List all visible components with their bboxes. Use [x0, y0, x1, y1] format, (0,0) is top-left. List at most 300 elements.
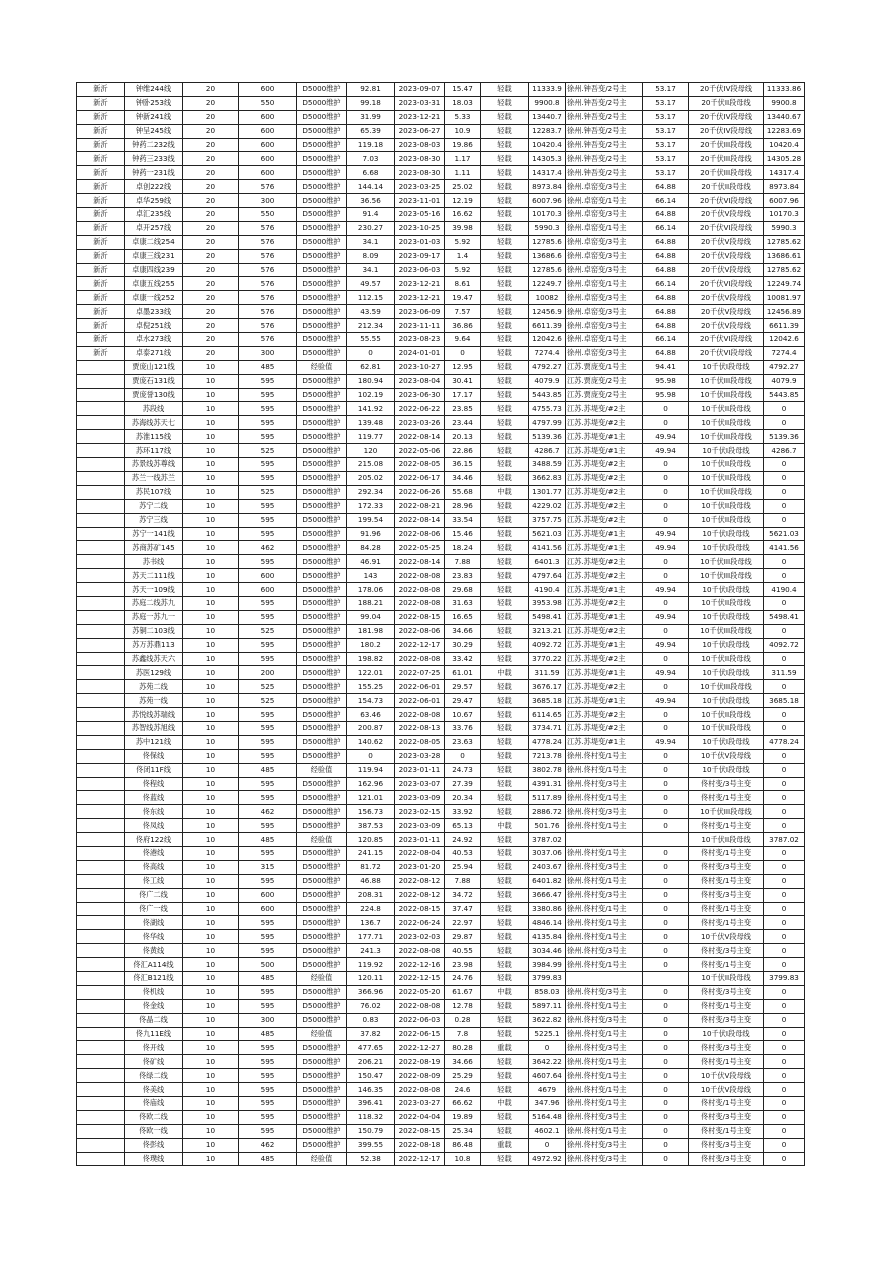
cell-transformer: 江苏.苏堤变/#2主: [566, 499, 643, 513]
cell-load-rate: 10.8: [445, 1152, 481, 1166]
cell-transformer-rate: [643, 833, 689, 847]
cell-bus: 10千伏I段母线: [689, 763, 764, 777]
cell-bus: 10千伏II段母线: [689, 499, 764, 513]
cell-load-rate: 61.01: [445, 666, 481, 680]
cell-capacity: 595: [239, 735, 297, 749]
cell-capacity: 485: [239, 1027, 297, 1041]
cell-date: 2022-06-26: [395, 485, 445, 499]
cell-capacity: 595: [239, 985, 297, 999]
cell-region: [77, 791, 125, 805]
table-row: [77, 902, 805, 916]
cell-line-name: 卓泰271线: [125, 346, 183, 360]
cell-transformer-rate: 0: [643, 930, 689, 944]
cell-voltage: 10: [183, 471, 239, 485]
cell-load-status: 轻载: [481, 791, 529, 805]
cell-remaining: 4607.64: [529, 1069, 566, 1083]
cell-load-rate: 7.88: [445, 874, 481, 888]
cell-capacity: 595: [239, 1055, 297, 1069]
cell-bus: 10千伏I段母线: [689, 541, 764, 555]
cell-line-name: 卓康二线254: [125, 235, 183, 249]
cell-transformer: 徐州.佟村变/1号主: [566, 874, 643, 888]
cell-load-status: 轻载: [481, 916, 529, 930]
cell-load: 91.4: [347, 208, 395, 222]
cell-capacity: 595: [239, 777, 297, 791]
cell-load-status: 中载: [481, 985, 529, 999]
cell-line-name: 佟华线: [125, 930, 183, 944]
cell-load: 230.27: [347, 221, 395, 235]
cell-load-rate: 31.63: [445, 596, 481, 610]
cell-transformer-rate: 0: [643, 916, 689, 930]
cell-source: D5000维护: [297, 249, 347, 263]
cell-load: 119.94: [347, 763, 395, 777]
cell-source: D5000维护: [297, 499, 347, 513]
cell-available: 12456.89: [764, 305, 805, 319]
cell-load-rate: 10.9: [445, 124, 481, 138]
cell-bus: 10千伏I段母线: [689, 444, 764, 458]
cell-available: 0: [764, 596, 805, 610]
cell-transformer-rate: 0: [643, 819, 689, 833]
cell-transformer-rate: 64.88: [643, 208, 689, 222]
cell-transformer-rate: 66.14: [643, 221, 689, 235]
cell-source: D5000维护: [297, 430, 347, 444]
cell-load-status: 轻载: [481, 680, 529, 694]
cell-load: 156.73: [347, 805, 395, 819]
cell-transformer-rate: 64.88: [643, 235, 689, 249]
cell-load-status: 轻载: [481, 721, 529, 735]
cell-load-rate: 33.92: [445, 805, 481, 819]
cell-transformer-rate: 0: [643, 1027, 689, 1041]
cell-load: 76.02: [347, 999, 395, 1013]
cell-transformer: 徐州.佟村变/1号主: [566, 1055, 643, 1069]
cell-bus: 佟村变/1号主变: [689, 1097, 764, 1111]
cell-voltage: 20: [183, 235, 239, 249]
cell-load-rate: 34.72: [445, 888, 481, 902]
cell-available: 10170.3: [764, 208, 805, 222]
cell-load-rate: 1.17: [445, 152, 481, 166]
cell-load-rate: 17.17: [445, 388, 481, 402]
cell-remaining: 5164.48: [529, 1110, 566, 1124]
cell-available: 14305.28: [764, 152, 805, 166]
table-row: [77, 694, 805, 708]
cell-source: D5000维护: [297, 944, 347, 958]
cell-load-status: 轻载: [481, 596, 529, 610]
cell-capacity: 576: [239, 305, 297, 319]
cell-remaining: 3213.21: [529, 624, 566, 638]
cell-transformer: 徐州.佟村变/3号主: [566, 1152, 643, 1166]
cell-load-status: 轻载: [481, 527, 529, 541]
cell-capacity: 595: [239, 874, 297, 888]
cell-line-name: 佟机线: [125, 985, 183, 999]
cell-source: D5000维护: [297, 444, 347, 458]
table-row: [77, 805, 805, 819]
cell-transformer-rate: 0: [643, 499, 689, 513]
cell-voltage: 10: [183, 360, 239, 374]
cell-transformer: 徐州.佟村变/1号主: [566, 1097, 643, 1111]
cell-remaining: 9900.8: [529, 96, 566, 110]
cell-voltage: 10: [183, 721, 239, 735]
cell-region: 新沂: [77, 305, 125, 319]
cell-date: 2022-08-08: [395, 652, 445, 666]
cell-transformer: 徐州.卓窑变/3号主: [566, 263, 643, 277]
table-row: [77, 916, 805, 930]
cell-load-rate: 33.54: [445, 513, 481, 527]
cell-date: 2023-11-01: [395, 194, 445, 208]
cell-capacity: 485: [239, 833, 297, 847]
cell-remaining: 7213.78: [529, 749, 566, 763]
cell-region: [77, 735, 125, 749]
cell-date: 2022-08-08: [395, 596, 445, 610]
cell-available: 0: [764, 860, 805, 874]
table-row: [77, 319, 805, 333]
cell-load: 112.15: [347, 291, 395, 305]
table-row: [77, 888, 805, 902]
cell-region: 新沂: [77, 180, 125, 194]
cell-line-name: 佟庙线: [125, 1097, 183, 1111]
cell-date: 2023-12-21: [395, 277, 445, 291]
cell-bus: 佟村变/1号主变: [689, 1124, 764, 1138]
cell-load-status: 轻载: [481, 124, 529, 138]
cell-region: [77, 1083, 125, 1097]
cell-transformer: 徐州.佟村变/1号主: [566, 819, 643, 833]
cell-region: 新沂: [77, 263, 125, 277]
cell-available: 0: [764, 1027, 805, 1041]
cell-load-status: 轻载: [481, 152, 529, 166]
cell-load-status: 轻载: [481, 902, 529, 916]
cell-date: 2023-06-09: [395, 305, 445, 319]
cell-available: 12785.62: [764, 235, 805, 249]
cell-bus: 10千伏II段母线: [689, 513, 764, 527]
cell-load: 34.1: [347, 263, 395, 277]
cell-load: 162.96: [347, 777, 395, 791]
cell-transformer: 徐州.钟吾变/2号主: [566, 152, 643, 166]
cell-load: 215.08: [347, 458, 395, 472]
cell-available: 7274.4: [764, 346, 805, 360]
cell-date: 2023-12-21: [395, 110, 445, 124]
table-row: [77, 791, 805, 805]
cell-voltage: 10: [183, 680, 239, 694]
cell-load-rate: 22.86: [445, 444, 481, 458]
cell-source: D5000维护: [297, 485, 347, 499]
cell-transformer-rate: 0: [643, 1110, 689, 1124]
cell-capacity: 595: [239, 596, 297, 610]
cell-voltage: 10: [183, 930, 239, 944]
cell-bus: 佟村变/3号主变: [689, 888, 764, 902]
cell-transformer: 江苏.苏堤变/#2主: [566, 624, 643, 638]
cell-available: 0: [764, 652, 805, 666]
cell-load-rate: 24.6: [445, 1083, 481, 1097]
cell-capacity: 525: [239, 485, 297, 499]
cell-remaining: 3685.18: [529, 694, 566, 708]
cell-capacity: 595: [239, 499, 297, 513]
cell-source: D5000维护: [297, 166, 347, 180]
cell-date: 2022-06-01: [395, 680, 445, 694]
table-row: [77, 610, 805, 624]
cell-source: D5000维护: [297, 1124, 347, 1138]
cell-bus: 10千伏III段母线: [689, 555, 764, 569]
cell-load-rate: 25.29: [445, 1069, 481, 1083]
cell-transformer-rate: 95.98: [643, 388, 689, 402]
cell-remaining: 4797.64: [529, 569, 566, 583]
table-row: [77, 333, 805, 347]
cell-voltage: 10: [183, 805, 239, 819]
cell-remaining: 5117.89: [529, 791, 566, 805]
cell-date: 2023-09-07: [395, 83, 445, 97]
cell-remaining: 858.03: [529, 985, 566, 999]
cell-transformer-rate: 0: [643, 680, 689, 694]
cell-date: 2023-02-03: [395, 930, 445, 944]
cell-voltage: 10: [183, 694, 239, 708]
cell-load: 43.59: [347, 305, 395, 319]
cell-date: 2022-05-20: [395, 985, 445, 999]
cell-load: 205.02: [347, 471, 395, 485]
cell-available: 0: [764, 1152, 805, 1166]
cell-capacity: 200: [239, 666, 297, 680]
cell-voltage: 10: [183, 972, 239, 986]
cell-load: 65.39: [347, 124, 395, 138]
cell-date: 2022-12-17: [395, 638, 445, 652]
table-row: [77, 402, 805, 416]
cell-transformer: 徐州.卓窑变/3号主: [566, 346, 643, 360]
cell-available: 0: [764, 916, 805, 930]
cell-available: 5139.36: [764, 430, 805, 444]
cell-region: [77, 944, 125, 958]
cell-voltage: 10: [183, 735, 239, 749]
cell-voltage: 10: [183, 1138, 239, 1152]
cell-line-name: 钟新241线: [125, 110, 183, 124]
cell-voltage: 20: [183, 291, 239, 305]
cell-voltage: 10: [183, 569, 239, 583]
cell-region: 新沂: [77, 235, 125, 249]
cell-remaining: 3787.02: [529, 833, 566, 847]
cell-remaining: 501.76: [529, 819, 566, 833]
cell-date: 2022-08-09: [395, 1069, 445, 1083]
cell-source: D5000维护: [297, 888, 347, 902]
table-row: [77, 96, 805, 110]
cell-date: 2022-08-13: [395, 721, 445, 735]
table-row: [77, 277, 805, 291]
cell-line-name: 苏书线: [125, 555, 183, 569]
cell-voltage: 20: [183, 319, 239, 333]
cell-available: 4792.27: [764, 360, 805, 374]
cell-transformer: 徐州.佟村变/1号主: [566, 1027, 643, 1041]
cell-date: 2023-09-17: [395, 249, 445, 263]
cell-line-name: 苏智线苏旭线: [125, 721, 183, 735]
cell-source: D5000维护: [297, 458, 347, 472]
cell-line-name: 钟药三233线: [125, 152, 183, 166]
cell-voltage: 10: [183, 416, 239, 430]
cell-load-rate: 22.97: [445, 916, 481, 930]
cell-load: 241.3: [347, 944, 395, 958]
table-row: [77, 999, 805, 1013]
cell-load-status: 轻载: [481, 708, 529, 722]
cell-load-rate: 55.68: [445, 485, 481, 499]
table-row: [77, 985, 805, 999]
cell-transformer-rate: 0: [643, 555, 689, 569]
cell-remaining: 3799.83: [529, 972, 566, 986]
cell-available: 0: [764, 846, 805, 860]
cell-load: 141.92: [347, 402, 395, 416]
cell-voltage: 10: [183, 444, 239, 458]
cell-region: 新沂: [77, 124, 125, 138]
cell-region: [77, 708, 125, 722]
cell-source: D5000维护: [297, 388, 347, 402]
cell-region: [77, 513, 125, 527]
cell-bus: 佟村变/1号主变: [689, 958, 764, 972]
cell-load: 119.92: [347, 958, 395, 972]
cell-transformer: 徐州.卓窑变/3号主: [566, 249, 643, 263]
cell-load-rate: 36.15: [445, 458, 481, 472]
cell-line-name: 苏商苏矿145: [125, 541, 183, 555]
cell-voltage: 10: [183, 652, 239, 666]
table-row: [77, 291, 805, 305]
cell-load-status: 轻载: [481, 610, 529, 624]
cell-available: 0: [764, 763, 805, 777]
cell-date: 2022-08-14: [395, 430, 445, 444]
cell-load: 99.04: [347, 610, 395, 624]
table-row: [77, 680, 805, 694]
cell-remaining: 4755.73: [529, 402, 566, 416]
cell-bus: 10千伏III段母线: [689, 569, 764, 583]
cell-source: D5000维护: [297, 1069, 347, 1083]
cell-capacity: 595: [239, 388, 297, 402]
cell-load-rate: 37.47: [445, 902, 481, 916]
cell-load: 0: [347, 346, 395, 360]
cell-load-rate: 80.28: [445, 1041, 481, 1055]
cell-load-status: 轻载: [481, 833, 529, 847]
cell-capacity: 550: [239, 208, 297, 222]
cell-transformer-rate: [643, 972, 689, 986]
cell-load-status: 轻载: [481, 1069, 529, 1083]
cell-voltage: 10: [183, 1083, 239, 1097]
cell-load: 188.21: [347, 596, 395, 610]
cell-load-rate: 8.61: [445, 277, 481, 291]
cell-load: 6.68: [347, 166, 395, 180]
cell-region: [77, 819, 125, 833]
cell-source: D5000维护: [297, 777, 347, 791]
cell-load: 120.85: [347, 833, 395, 847]
cell-voltage: 10: [183, 499, 239, 513]
cell-remaining: 6401.82: [529, 874, 566, 888]
cell-remaining: 12785.6: [529, 263, 566, 277]
cell-remaining: 4792.27: [529, 360, 566, 374]
table-row: [77, 860, 805, 874]
cell-capacity: 576: [239, 235, 297, 249]
cell-voltage: 20: [183, 305, 239, 319]
cell-region: 新沂: [77, 110, 125, 124]
cell-voltage: 10: [183, 999, 239, 1013]
cell-region: 新沂: [77, 346, 125, 360]
cell-voltage: 20: [183, 96, 239, 110]
table-row: [77, 83, 805, 97]
cell-load-status: 轻载: [481, 1027, 529, 1041]
cell-region: [77, 1013, 125, 1027]
cell-load-rate: 15.47: [445, 83, 481, 97]
cell-load-status: 轻载: [481, 777, 529, 791]
table-row: [77, 583, 805, 597]
cell-remaining: 5621.03: [529, 527, 566, 541]
cell-load-rate: 65.13: [445, 819, 481, 833]
cell-date: 2022-08-14: [395, 555, 445, 569]
cell-date: 2023-03-25: [395, 180, 445, 194]
cell-bus: 佟村变/1号主变: [689, 902, 764, 916]
cell-line-name: 佟港线: [125, 846, 183, 860]
cell-capacity: 595: [239, 819, 297, 833]
table-row: [77, 763, 805, 777]
cell-bus: 20千伏IV段母线: [689, 124, 764, 138]
cell-date: 2023-01-20: [395, 860, 445, 874]
cell-remaining: 4190.4: [529, 583, 566, 597]
cell-load-rate: 15.46: [445, 527, 481, 541]
cell-line-name: 苏淮115线: [125, 430, 183, 444]
cell-transformer: 江苏.苏堤变/#1主: [566, 583, 643, 597]
cell-available: 0: [764, 777, 805, 791]
cell-source: D5000维护: [297, 416, 347, 430]
cell-capacity: 595: [239, 610, 297, 624]
cell-load-rate: 0: [445, 749, 481, 763]
cell-load: 212.34: [347, 319, 395, 333]
cell-load: 92.81: [347, 83, 395, 97]
cell-transformer-rate: 64.88: [643, 291, 689, 305]
cell-load: 120: [347, 444, 395, 458]
cell-date: 2022-08-12: [395, 888, 445, 902]
cell-bus: 10千伏II段母线: [689, 458, 764, 472]
cell-region: [77, 499, 125, 513]
cell-voltage: 10: [183, 555, 239, 569]
table-row: [77, 944, 805, 958]
cell-available: 0: [764, 1110, 805, 1124]
cell-load-rate: 33.76: [445, 721, 481, 735]
cell-available: 0: [764, 958, 805, 972]
cell-load: 91.96: [347, 527, 395, 541]
cell-line-name: 卓康三线231: [125, 249, 183, 263]
cell-remaining: 4229.02: [529, 499, 566, 513]
cell-source: D5000维护: [297, 930, 347, 944]
cell-transformer: 江苏.苏堤变/#1主: [566, 541, 643, 555]
cell-voltage: 10: [183, 388, 239, 402]
cell-capacity: 525: [239, 680, 297, 694]
cell-load-rate: 40.55: [445, 944, 481, 958]
cell-date: 2022-08-21: [395, 499, 445, 513]
cell-remaining: 4797.99: [529, 416, 566, 430]
cell-load: 224.8: [347, 902, 395, 916]
cell-load-status: 轻载: [481, 805, 529, 819]
cell-region: 新沂: [77, 221, 125, 235]
cell-available: 0: [764, 985, 805, 999]
cell-capacity: 595: [239, 999, 297, 1013]
cell-capacity: 300: [239, 1013, 297, 1027]
cell-load: 177.71: [347, 930, 395, 944]
cell-transformer-rate: 64.88: [643, 319, 689, 333]
cell-load-status: 重载: [481, 1041, 529, 1055]
cell-transformer-rate: 49.94: [643, 666, 689, 680]
cell-remaining: 3662.83: [529, 471, 566, 485]
cell-region: 新沂: [77, 277, 125, 291]
cell-transformer-rate: 0: [643, 1124, 689, 1138]
cell-available: 0: [764, 1097, 805, 1111]
cell-date: 2023-01-11: [395, 763, 445, 777]
cell-bus: 10千伏III段母线: [689, 624, 764, 638]
cell-bus: 10千伏II段母线: [689, 596, 764, 610]
cell-source: D5000维护: [297, 110, 347, 124]
cell-remaining: 2886.72: [529, 805, 566, 819]
cell-remaining: 8973.84: [529, 180, 566, 194]
cell-capacity: 600: [239, 902, 297, 916]
cell-load-status: 轻载: [481, 583, 529, 597]
cell-load: 136.7: [347, 916, 395, 930]
cell-region: [77, 416, 125, 430]
cell-load: 178.06: [347, 583, 395, 597]
cell-bus: 10千伏III段母线: [689, 388, 764, 402]
